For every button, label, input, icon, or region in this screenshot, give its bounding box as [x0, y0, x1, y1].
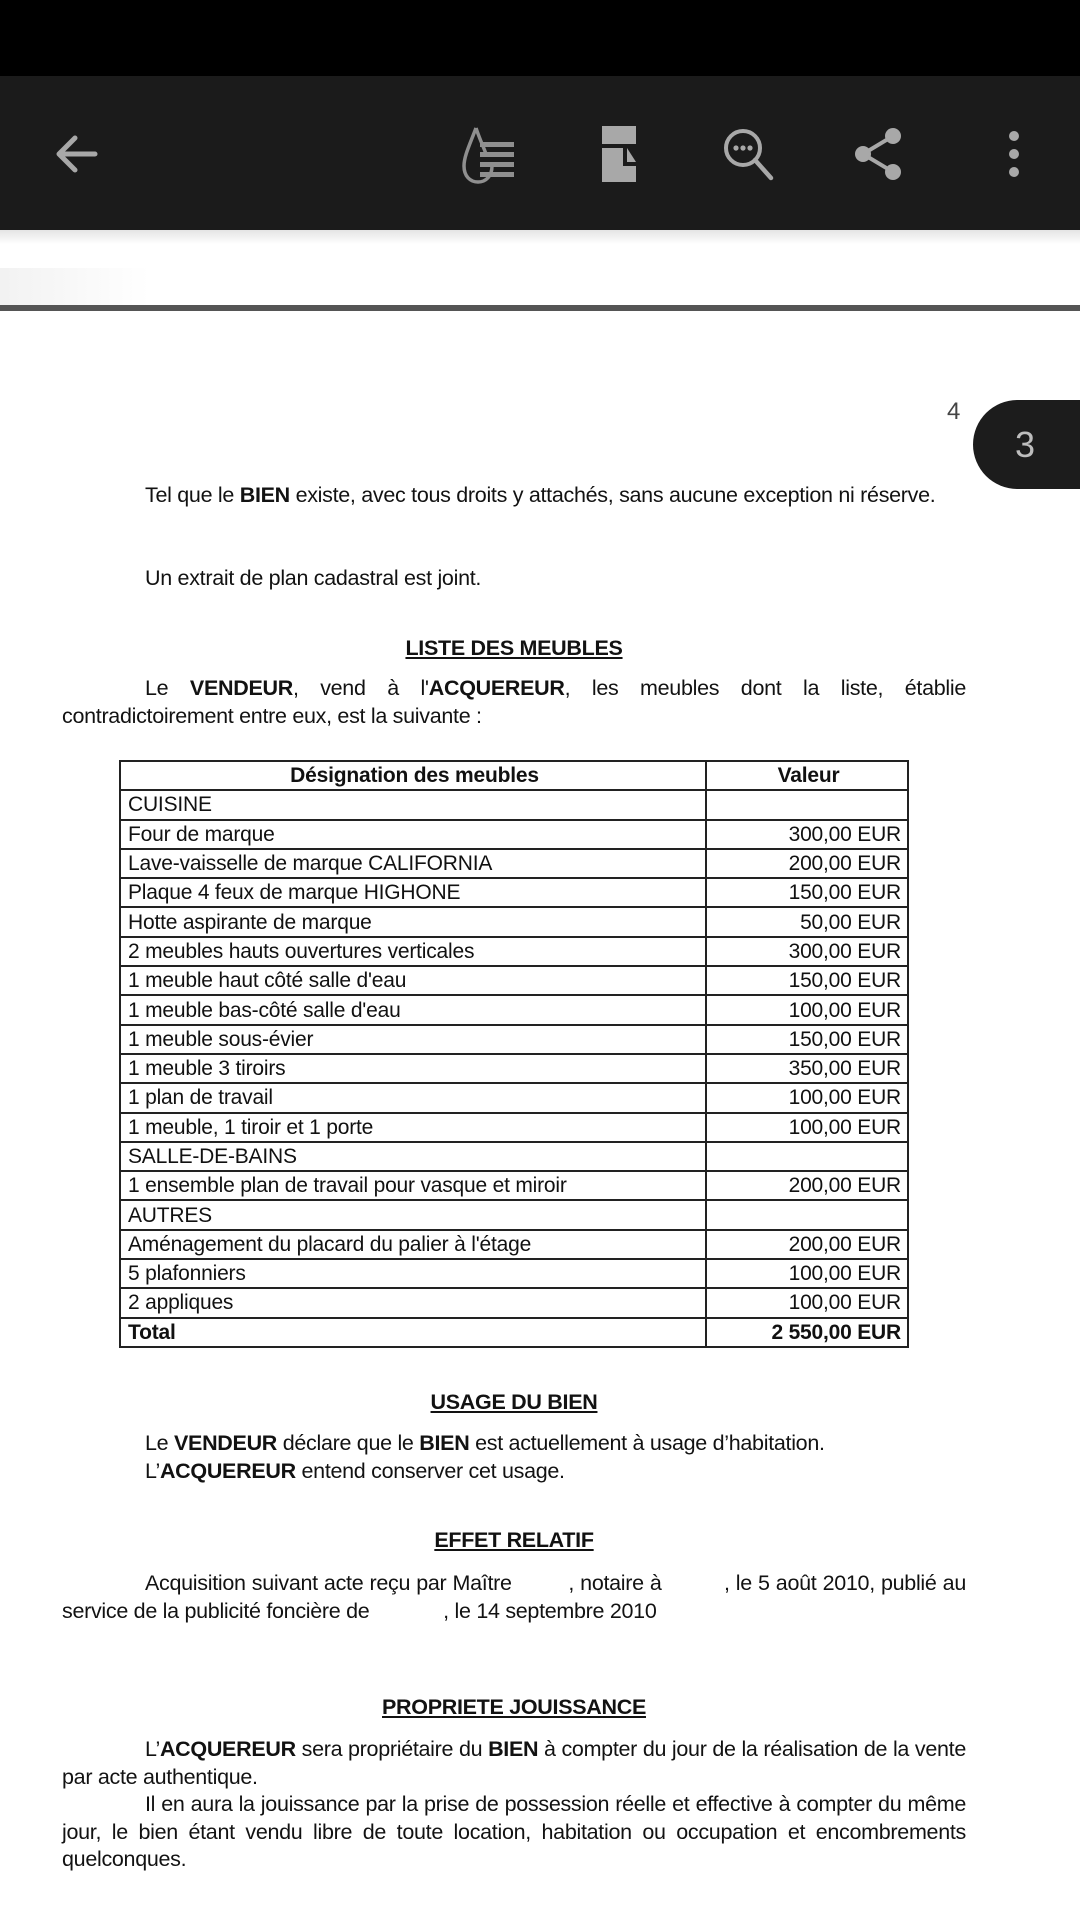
current-page-indicator[interactable]: [973, 400, 1080, 489]
table-section-row: [120, 790, 908, 819]
redacted-office: [369, 1598, 443, 1626]
cell-valeur: 100,00 EUR: [706, 1083, 908, 1112]
current-page-number: 3: [1015, 423, 1036, 465]
cell-valeur: [706, 790, 908, 819]
back-arrow-icon: [45, 122, 109, 186]
ink-drop-button[interactable]: [456, 122, 520, 186]
cell-valeur: 150,00 EUR: [706, 966, 908, 995]
cell-valeur: 100,00 EUR: [706, 1113, 908, 1142]
table-row: [120, 1230, 908, 1259]
status-bar: [0, 0, 1080, 76]
table-row: [120, 1259, 908, 1288]
cell-designation: 1 meuble, 1 tiroir et 1 porte: [120, 1113, 706, 1142]
redacted-name: [512, 1570, 569, 1598]
cell-designation: 1 meuble sous-évier: [120, 1025, 706, 1054]
previous-page-scan-residue: [0, 268, 150, 308]
share-button[interactable]: [847, 122, 911, 186]
pdf-viewer-toolbar: [0, 76, 1080, 230]
text: , le 14 septembre 2010: [443, 1598, 657, 1623]
text: à compter du jour de la réalisation de la vente par acte authentique.: [62, 1737, 966, 1789]
cell-designation: 1 meuble haut côté salle d'eau: [120, 966, 706, 995]
text: déclare que le: [277, 1431, 420, 1455]
redacted-city: [662, 1570, 724, 1598]
heading-effet-relatif: EFFET RELATIF: [434, 1528, 594, 1552]
text: Un extrait de plan cadastral est joint.: [145, 566, 482, 590]
table-row: [120, 878, 908, 907]
more-options-button[interactable]: [982, 122, 1046, 186]
paragraph-meubles-intro: [62, 675, 966, 730]
cell-valeur: 150,00 EUR: [706, 1025, 908, 1054]
table-row: [120, 907, 908, 936]
cell-valeur: 150,00 EUR: [706, 878, 908, 907]
cell-valeur: 200,00 EUR: [706, 1171, 908, 1200]
bold-term: ACQUEREUR: [428, 676, 565, 700]
text: sera propriétaire du: [295, 1737, 489, 1761]
paragraph-usage-vendeur: [62, 1430, 966, 1458]
table-row: [120, 995, 908, 1024]
bold-term: BIEN: [419, 1431, 470, 1455]
bold-term: BIEN: [239, 483, 290, 507]
cell-designation: Lave-vaisselle de marque CALIFORNIA: [120, 849, 706, 878]
cell-designation: 2 meubles hauts ouvertures verticales: [120, 937, 706, 966]
table-header-row: [120, 761, 908, 790]
paragraph-bien: [62, 482, 966, 510]
printed-page-number: 4: [947, 398, 961, 425]
heading-liste-des-meubles: LISTE DES MEUBLES: [405, 636, 623, 660]
text: , les meubles dont la liste, établie contradictoirement entre eux, est la suivante :: [62, 676, 966, 728]
furniture-table: [119, 760, 909, 1348]
page-layout-button[interactable]: [586, 122, 650, 186]
text: Le: [145, 676, 190, 700]
text: Tel que le: [145, 483, 240, 507]
text: L’: [145, 1737, 160, 1761]
total-label: Total: [120, 1318, 706, 1347]
column-header-valeur: Valeur: [706, 761, 908, 790]
bold-term: VENDEUR: [189, 676, 293, 700]
ink-drop-icon: [456, 122, 520, 186]
cell-designation: 2 appliques: [120, 1288, 706, 1317]
cell-valeur: [706, 1142, 908, 1171]
table-row: [120, 1113, 908, 1142]
table-section-row: [120, 1200, 908, 1229]
bold-term: ACQUEREUR: [159, 1737, 296, 1761]
cell-designation: Hotte aspirante de marque: [120, 907, 706, 936]
page-divider: [0, 305, 1080, 311]
cell-designation: SALLE-DE-BAINS: [120, 1142, 706, 1171]
cell-designation: Plaque 4 feux de marque HIGHONE: [120, 878, 706, 907]
cell-designation: Aménagement du placard du palier à l'étage: [120, 1230, 706, 1259]
paragraph-plan-cadastral: [62, 565, 966, 593]
cell-designation: CUISINE: [120, 790, 706, 819]
text: , le 5 août 2010, publié au service de la publicité foncière de: [62, 1571, 966, 1623]
table-row: [120, 820, 908, 849]
cell-valeur: [706, 1200, 908, 1229]
cell-valeur: 350,00 EUR: [706, 1054, 908, 1083]
table-total-row: [120, 1318, 908, 1347]
cell-valeur: 100,00 EUR: [706, 1288, 908, 1317]
more-vert-icon: [982, 122, 1046, 186]
heading-usage-du-bien: USAGE DU BIEN: [430, 1390, 598, 1414]
text: , vend à l': [292, 676, 429, 700]
table-row: [120, 1054, 908, 1083]
table-row: [120, 1288, 908, 1317]
search-text-icon: [717, 122, 781, 186]
text: , notaire à: [568, 1571, 662, 1595]
cell-designation: AUTRES: [120, 1200, 706, 1229]
cell-valeur: 300,00 EUR: [706, 820, 908, 849]
text: est actuellement à usage d’habitation.: [469, 1431, 825, 1455]
cell-designation: 1 ensemble plan de travail pour vasque et miroir: [120, 1171, 706, 1200]
cell-valeur: 50,00 EUR: [706, 907, 908, 936]
text: L’: [145, 1459, 160, 1483]
text: Le: [145, 1431, 174, 1455]
bold-term: BIEN: [488, 1737, 539, 1761]
cell-valeur: 300,00 EUR: [706, 937, 908, 966]
table-row: [120, 1025, 908, 1054]
paragraph-usage-acquereur: [62, 1458, 966, 1486]
cell-designation: 1 plan de travail: [120, 1083, 706, 1112]
share-icon: [847, 122, 911, 186]
total-value: 2 550,00 EUR: [706, 1318, 908, 1347]
text: Il en aura la jouissance par la prise de possession réelle et effective à compter du même jour, le bien étant vendu libre de toute location, habitation ou occupation et encombrements quelconques.: [62, 1792, 966, 1871]
cell-designation: 5 plafonniers: [120, 1259, 706, 1288]
paragraph-effet-relatif: [62, 1570, 966, 1625]
table-row: [120, 849, 908, 878]
cell-valeur: 100,00 EUR: [706, 995, 908, 1024]
paragraph-jouissance: [62, 1791, 966, 1874]
text: entend conserver cet usage.: [295, 1459, 565, 1483]
table-row: [120, 966, 908, 995]
text: existe, avec tous droits y attachés, sans aucune exception ni réserve.: [289, 483, 936, 507]
table-row: [120, 937, 908, 966]
cell-designation: Four de marque: [120, 820, 706, 849]
cell-designation: 1 meuble 3 tiroirs: [120, 1054, 706, 1083]
back-button[interactable]: [45, 122, 109, 186]
cell-designation: 1 meuble bas-côté salle d'eau: [120, 995, 706, 1024]
table-section-row: [120, 1142, 908, 1171]
column-header-designation: Désignation des meubles: [120, 761, 706, 790]
toolbar-shadow: [0, 230, 1080, 244]
cell-valeur: 200,00 EUR: [706, 1230, 908, 1259]
cell-valeur: 200,00 EUR: [706, 849, 908, 878]
bold-term: VENDEUR: [174, 1431, 278, 1455]
heading-propriete-jouissance: PROPRIETE JOUISSANCE: [382, 1695, 646, 1719]
search-text-button[interactable]: [717, 122, 781, 186]
page-layout-icon: [586, 122, 650, 186]
paragraph-propriete: [62, 1736, 966, 1791]
cell-valeur: 100,00 EUR: [706, 1259, 908, 1288]
bold-term: ACQUEREUR: [159, 1459, 296, 1483]
table-row: [120, 1083, 908, 1112]
text: Acquisition suivant acte reçu par Maître: [145, 1571, 512, 1595]
table-row: [120, 1171, 908, 1200]
